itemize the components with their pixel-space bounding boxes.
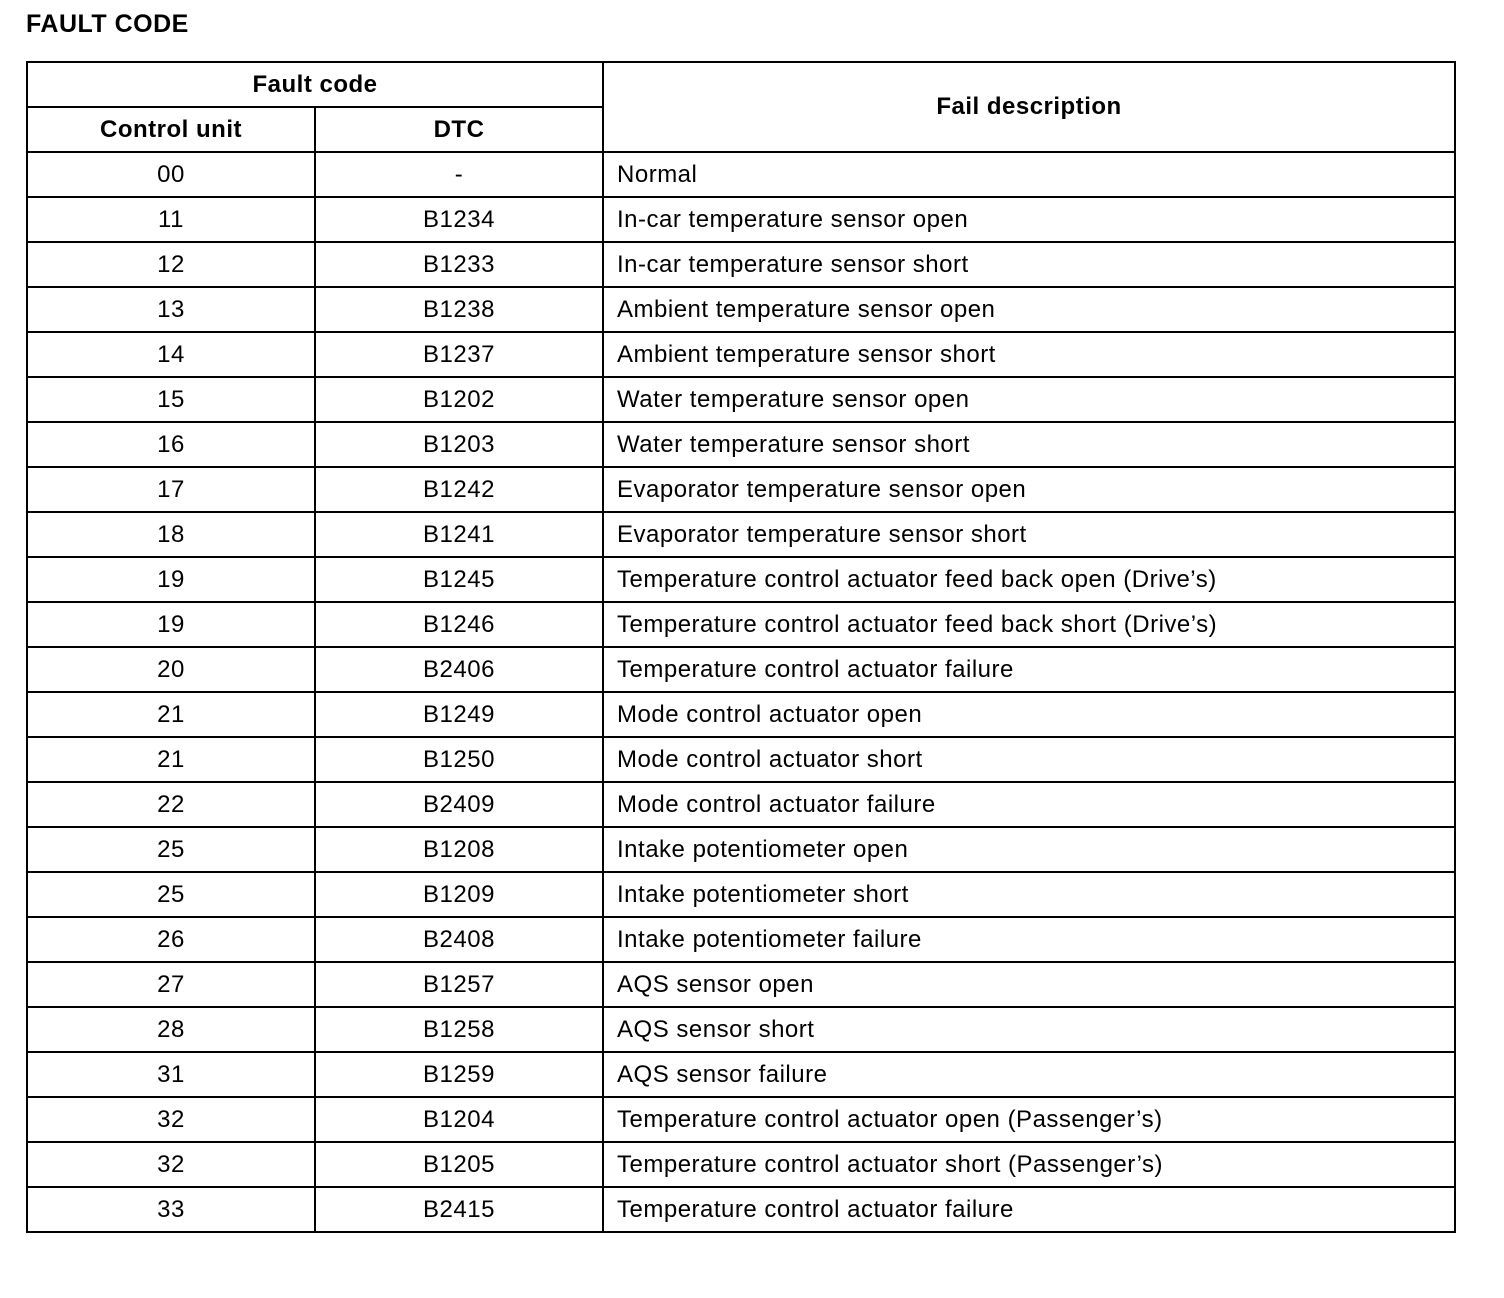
dtc-cell: B1202 — [315, 377, 603, 422]
fault-code-group-header: Fault code — [27, 62, 603, 107]
table-row — [27, 692, 1455, 737]
fail-description-cell: Mode control actuator failure — [603, 782, 1455, 827]
table-row — [27, 422, 1455, 467]
fail-description-cell: Intake potentiometer open — [603, 827, 1455, 872]
fail-description-cell: Mode control actuator short — [603, 737, 1455, 782]
dtc-cell: B2409 — [315, 782, 603, 827]
fail-description-cell: AQS sensor short — [603, 1007, 1455, 1052]
fail-description-cell: AQS sensor failure — [603, 1052, 1455, 1097]
dtc-cell: B2415 — [315, 1187, 603, 1232]
dtc-cell: B2406 — [315, 647, 603, 692]
control-unit-header: Control unit — [27, 107, 315, 152]
table-row — [27, 287, 1455, 332]
dtc-cell: B1241 — [315, 512, 603, 557]
dtc-cell: B1242 — [315, 467, 603, 512]
table-row — [27, 782, 1455, 827]
dtc-cell: B1245 — [315, 557, 603, 602]
fail-description-cell: Temperature control actuator open (Passenger’s) — [603, 1097, 1455, 1142]
control-unit-cell: 22 — [27, 782, 315, 827]
control-unit-cell: 25 — [27, 827, 315, 872]
table-row — [27, 557, 1455, 602]
dtc-cell: B1250 — [315, 737, 603, 782]
fail-description-cell: Water temperature sensor short — [603, 422, 1455, 467]
fail-description-cell: Temperature control actuator failure — [603, 647, 1455, 692]
control-unit-cell: 32 — [27, 1097, 315, 1142]
fail-description-cell: Temperature control actuator feed back short (Drive’s) — [603, 602, 1455, 647]
table-row — [27, 242, 1455, 287]
control-unit-cell: 21 — [27, 692, 315, 737]
fail-description-cell: Intake potentiometer short — [603, 872, 1455, 917]
table-row — [27, 152, 1455, 197]
table-row — [27, 1052, 1455, 1097]
fail-description-cell: Water temperature sensor open — [603, 377, 1455, 422]
dtc-cell: B1234 — [315, 197, 603, 242]
dtc-cell: B1249 — [315, 692, 603, 737]
table-row — [27, 1187, 1455, 1232]
dtc-cell: B1203 — [315, 422, 603, 467]
table-row — [27, 737, 1455, 782]
fail-description-cell: Ambient temperature sensor open — [603, 287, 1455, 332]
control-unit-cell: 18 — [27, 512, 315, 557]
control-unit-cell: 19 — [27, 602, 315, 647]
dtc-cell: B1209 — [315, 872, 603, 917]
fail-description-cell: AQS sensor open — [603, 962, 1455, 1007]
dtc-cell: B1233 — [315, 242, 603, 287]
dtc-cell: B1208 — [315, 827, 603, 872]
table-row — [27, 332, 1455, 377]
control-unit-cell: 33 — [27, 1187, 315, 1232]
control-unit-cell: 11 — [27, 197, 315, 242]
table-row — [27, 197, 1455, 242]
table-body — [27, 152, 1455, 1232]
dtc-cell: B1205 — [315, 1142, 603, 1187]
control-unit-cell: 13 — [27, 287, 315, 332]
table-row — [27, 872, 1455, 917]
dtc-cell: B1259 — [315, 1052, 603, 1097]
control-unit-cell: 00 — [27, 152, 315, 197]
table-row — [27, 377, 1455, 422]
dtc-cell: B1238 — [315, 287, 603, 332]
fail-description-cell: Mode control actuator open — [603, 692, 1455, 737]
dtc-cell: B1246 — [315, 602, 603, 647]
control-unit-cell: 20 — [27, 647, 315, 692]
dtc-cell: B2408 — [315, 917, 603, 962]
fail-description-cell: Temperature control actuator feed back open (Drive’s) — [603, 557, 1455, 602]
table-row — [27, 512, 1455, 557]
control-unit-cell: 28 — [27, 1007, 315, 1052]
control-unit-cell: 16 — [27, 422, 315, 467]
table-row — [27, 962, 1455, 1007]
table-row — [27, 1097, 1455, 1142]
control-unit-cell: 12 — [27, 242, 315, 287]
control-unit-cell: 17 — [27, 467, 315, 512]
table-row — [27, 1007, 1455, 1052]
control-unit-cell: 31 — [27, 1052, 315, 1097]
fail-description-cell: In-car temperature sensor short — [603, 242, 1455, 287]
fail-description-cell: Ambient temperature sensor short — [603, 332, 1455, 377]
dtc-cell: B1258 — [315, 1007, 603, 1052]
control-unit-cell: 15 — [27, 377, 315, 422]
fail-description-header: Fail description — [603, 62, 1455, 152]
control-unit-cell: 25 — [27, 872, 315, 917]
page-title: FAULT CODE — [26, 10, 189, 38]
control-unit-cell: 27 — [27, 962, 315, 1007]
table-row — [27, 647, 1455, 692]
fail-description-cell: In-car temperature sensor open — [603, 197, 1455, 242]
table-row — [27, 467, 1455, 512]
control-unit-cell: 14 — [27, 332, 315, 377]
table-row — [27, 827, 1455, 872]
dtc-header: DTC — [315, 107, 603, 152]
fail-description-cell: Temperature control actuator failure — [603, 1187, 1455, 1232]
table-header — [27, 62, 1455, 152]
fail-description-cell: Temperature control actuator short (Passenger’s) — [603, 1142, 1455, 1187]
dtc-cell: B1204 — [315, 1097, 603, 1142]
fail-description-cell: Normal — [603, 152, 1455, 197]
fault-code-table — [26, 61, 1456, 1233]
table-row — [27, 917, 1455, 962]
dtc-cell: - — [315, 152, 603, 197]
table-row — [27, 602, 1455, 647]
control-unit-cell: 19 — [27, 557, 315, 602]
control-unit-cell: 26 — [27, 917, 315, 962]
dtc-cell: B1257 — [315, 962, 603, 1007]
table-row — [27, 1142, 1455, 1187]
control-unit-cell: 32 — [27, 1142, 315, 1187]
control-unit-cell: 21 — [27, 737, 315, 782]
fail-description-cell: Evaporator temperature sensor short — [603, 512, 1455, 557]
fail-description-cell: Evaporator temperature sensor open — [603, 467, 1455, 512]
fail-description-cell: Intake potentiometer failure — [603, 917, 1455, 962]
dtc-cell: B1237 — [315, 332, 603, 377]
